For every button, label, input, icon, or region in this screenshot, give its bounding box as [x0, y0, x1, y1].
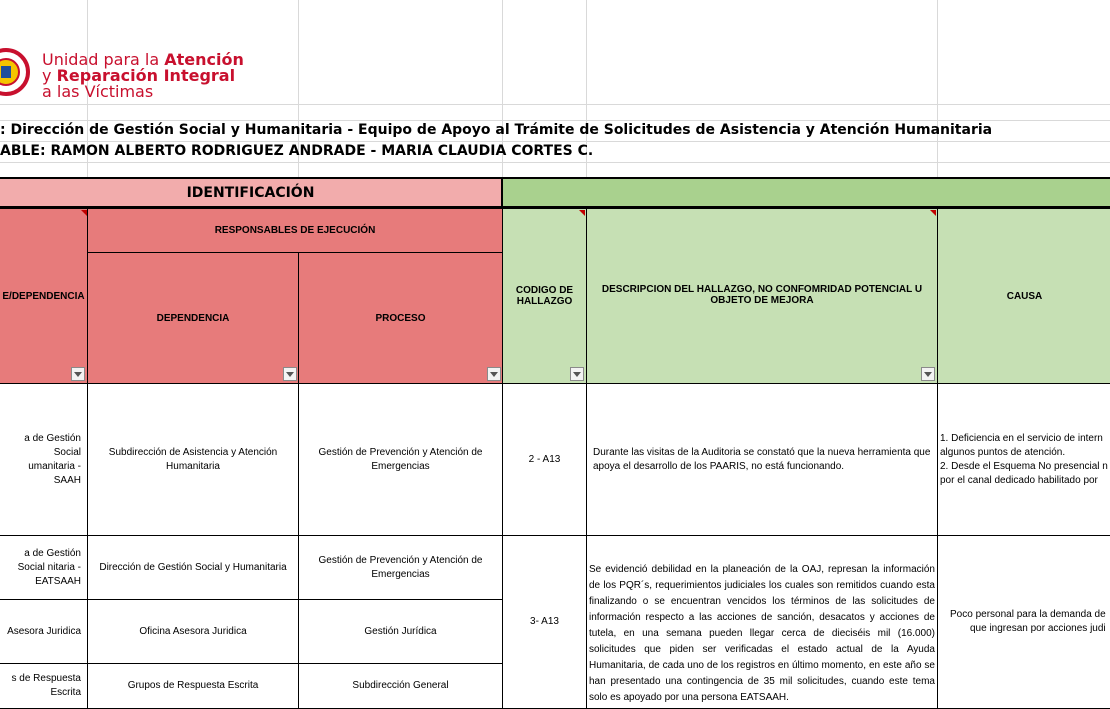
- coat-of-arms-seal-icon: [0, 48, 30, 96]
- cell-col-a[interactable]: s de Respuesta Escrita: [0, 663, 88, 709]
- header-causa: CAUSA: [937, 208, 1110, 384]
- filter-dropdown-icon[interactable]: [921, 367, 935, 381]
- cell-proceso[interactable]: Gestión de Prevención y Atención de Emergencias: [298, 383, 503, 536]
- cell-col-a[interactable]: Asesora Juridica: [0, 599, 88, 664]
- filter-dropdown-icon[interactable]: [487, 367, 501, 381]
- cell-descripcion[interactable]: Se evidenció debilidad en la planeación de la OAJ, represan la información de los PQR´s, requerimientos judiciales los cuales son remitidos cuando esta finalizando o se encuentran vencidos los términos de las solicitudes de información respecto a las acciones de sanción, desacatos y acciones de tutela, en una semana pueden llegar cerca de dieciséis mil (16.000) solicitudes que piden ser verificadas el estado actual de la Ayuda Humanitaria, de cada uno de los registros en último momento, en este año se han presentado una contingencia de 35 mil solicitudes, cuando este tema solo es apoyado por una persona EATSAAH.: [586, 535, 938, 709]
- cell-proceso[interactable]: Gestión de Prevención y Atención de Emergencias: [298, 535, 503, 600]
- cell-proceso[interactable]: Subdirección General: [298, 663, 503, 709]
- victims-unit-logo: [0, 18, 280, 101]
- cell-col-a[interactable]: a de Gestión Social umanitaria - SAAH: [0, 383, 88, 536]
- causa-line: por el canal dedicado habilitado por: [940, 474, 1098, 486]
- cell-col-a[interactable]: a de Gestión Social nitaria - EATSAAH: [0, 535, 88, 600]
- causa-line: Poco personal para la demanda de: [950, 609, 1106, 620]
- logo-wordmark: Unidad para la Atención y Reparación Integral a las Víctimas: [42, 50, 244, 101]
- cell-codigo[interactable]: 2 - A13: [502, 383, 587, 536]
- filter-dropdown-icon[interactable]: [570, 367, 584, 381]
- causa-line: 1. Deficiencia en el servicio de intern: [940, 432, 1103, 444]
- causa-line: 2. Desde el Esquema No presencial n: [940, 460, 1108, 472]
- header-codigo: CODIGO DE HALLAZGO: [502, 208, 587, 384]
- cell-dependencia[interactable]: Grupos de Respuesta Escrita: [87, 663, 299, 709]
- cell-dependencia[interactable]: Oficina Asesora Juridica: [87, 599, 299, 664]
- cell-causa[interactable]: [937, 383, 1110, 536]
- section-identificacion: IDENTIFICACIÓN: [0, 177, 503, 208]
- header-responsables: RESPONSABLES DE EJECUCIÓN: [87, 208, 503, 253]
- comment-indicator: [81, 210, 87, 216]
- cell-causa[interactable]: [937, 535, 1110, 709]
- comment-indicator: [579, 210, 585, 216]
- section-analisis: [501, 177, 1110, 208]
- filter-dropdown-icon[interactable]: [71, 367, 85, 381]
- cell-dependencia[interactable]: Dirección de Gestión Social y Humanitaria: [87, 535, 299, 600]
- header-dependencia-col: E/DEPENDENCIA: [0, 208, 88, 384]
- cell-codigo[interactable]: 3- A13: [502, 535, 587, 709]
- cell-dependencia[interactable]: Subdirección de Asistencia y Atención Humanitaria: [87, 383, 299, 536]
- causa-line: que ingresan por acciones judi: [970, 623, 1106, 634]
- filter-dropdown-icon[interactable]: [283, 367, 297, 381]
- comment-indicator: [930, 210, 936, 216]
- header-proceso: PROCESO: [298, 252, 503, 384]
- causa-line: algunos puntos de atención.: [940, 446, 1066, 458]
- cell-descripcion[interactable]: Durante las visitas de la Auditoria se constató que la nueva herramienta que apoya el desarrollo de los PAARIS, no está funcionando.: [586, 383, 938, 536]
- process-title: : Dirección de Gestión Social y Humanitaria - Equipo de Apoyo al Trámite de Solicitudes de Asistencia y Atención Humanitaria: [0, 122, 993, 138]
- header-dependencia: DEPENDENCIA: [87, 252, 299, 384]
- responsible-title: ABLE: RAMON ALBERTO RODRIGUEZ ANDRADE - MARIA CLAUDIA CORTES C.: [0, 143, 594, 159]
- header-descripcion: DESCRIPCION DEL HALLAZGO, NO CONFOMRIDAD POTENCIAL U OBJETO DE MEJORA: [586, 208, 938, 384]
- cell-proceso[interactable]: Gestión Jurídica: [298, 599, 503, 664]
